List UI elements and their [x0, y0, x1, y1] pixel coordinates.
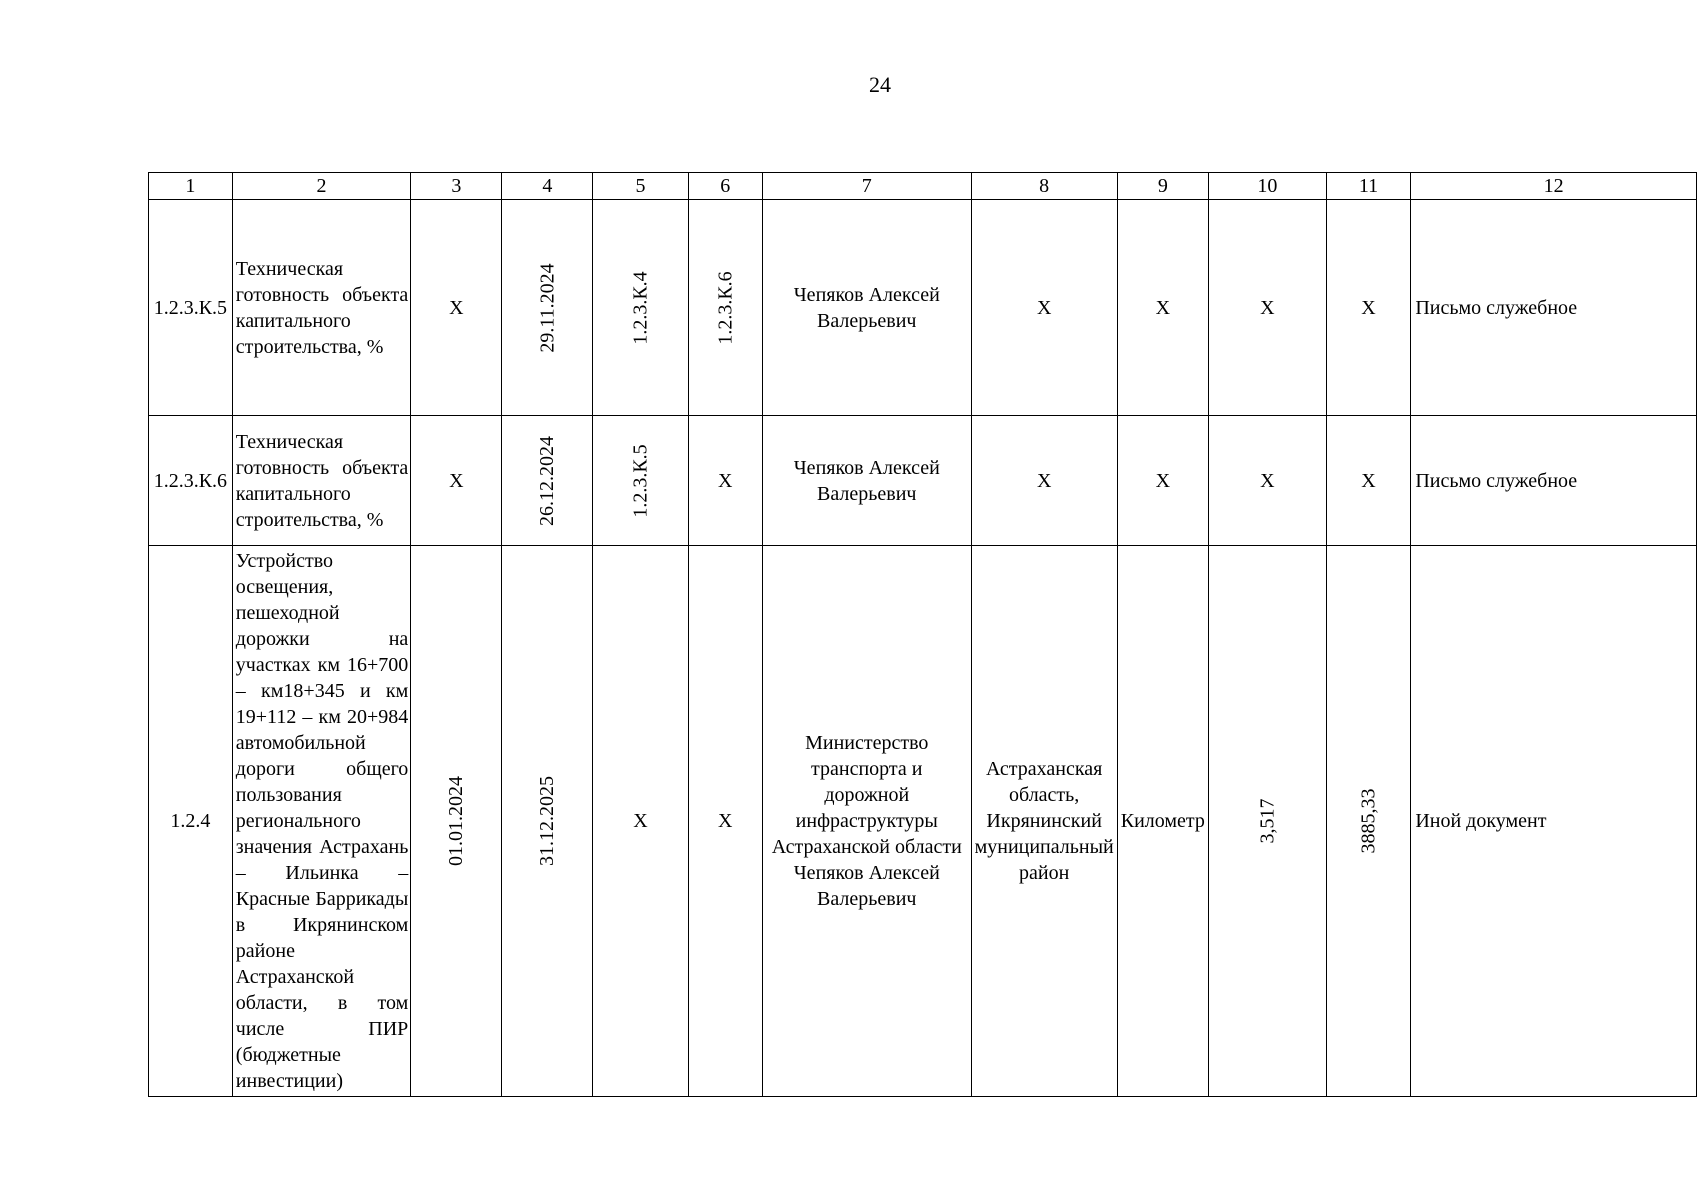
- row-col4: [502, 546, 593, 1097]
- row-number: 1.2.4: [149, 546, 233, 1097]
- row-name: Техническая готовность объекта капитального строительства, %: [232, 416, 411, 546]
- row-col6: [688, 200, 762, 416]
- row-col5: X: [593, 546, 688, 1097]
- row-col11: X: [1326, 416, 1411, 546]
- row-col12: Письмо служебное: [1411, 200, 1697, 416]
- row-col5: [593, 416, 688, 546]
- row-col11: X: [1326, 200, 1411, 416]
- header-cell: 11: [1326, 173, 1411, 200]
- row-col7: Министерство транспорта и дорожной инфраструктуры Астраханской области Чепяков Алексей Валерьевич: [762, 546, 971, 1097]
- row-col8: X: [971, 416, 1117, 546]
- row-col5: [593, 200, 688, 416]
- row-col3: [411, 546, 502, 1097]
- row-col6: X: [688, 416, 762, 546]
- row-col7: Чепяков Алексей Валерьевич: [762, 200, 971, 416]
- row-col10: X: [1208, 416, 1326, 546]
- header-cell: 10: [1208, 173, 1326, 200]
- row-col4: [502, 416, 593, 546]
- row-col6-text: 1.2.3.К.6: [714, 270, 737, 345]
- row-col9: X: [1117, 416, 1208, 546]
- table-row: [149, 200, 1697, 416]
- row-col3-text: 01.01.2024: [445, 776, 468, 866]
- row-col11: [1326, 546, 1411, 1097]
- row-name: Устройство освещения, пешеходной дорожки на участках км 16+700 – км18+345 и км 19+112 – км 20+984 автомобильной дороги общего пользования регионального значения Астрахань – Ильинка – Красные Баррикады в Икрянинском районе Астраханской области, в том числе ПИР (бюджетные инвестиции): [232, 546, 411, 1097]
- header-cell: 12: [1411, 173, 1697, 200]
- row-col6: X: [688, 546, 762, 1097]
- header-row: [149, 173, 1697, 200]
- row-col4: [502, 200, 593, 416]
- row-col10: [1208, 546, 1326, 1097]
- row-col4-text: 29.11.2024: [536, 262, 559, 353]
- header-cell: 6: [688, 173, 762, 200]
- row-col3: X: [411, 200, 502, 416]
- row-col11-text: 3885,33: [1357, 788, 1380, 854]
- row-col8: Астраханская область, Икрянинский муниципальный район: [971, 546, 1117, 1097]
- header-cell: 9: [1117, 173, 1208, 200]
- row-col3: X: [411, 416, 502, 546]
- header-cell: 5: [593, 173, 688, 200]
- row-col10: X: [1208, 200, 1326, 416]
- header-cell: 8: [971, 173, 1117, 200]
- row-col4-text: 26.12.2024: [536, 435, 559, 526]
- header-cell: 2: [232, 173, 411, 200]
- row-col10-text: 3,517: [1256, 798, 1279, 844]
- row-col9: X: [1117, 200, 1208, 416]
- row-col12: Иной документ: [1411, 546, 1697, 1097]
- row-number: 1.2.3.К.5: [149, 200, 233, 416]
- table-row: [149, 416, 1697, 546]
- page-number: 24: [869, 72, 891, 97]
- document-table: [148, 172, 1697, 1097]
- row-col7: Чепяков Алексей Валерьевич: [762, 416, 971, 546]
- header-cell: 3: [411, 173, 502, 200]
- table-row: [149, 546, 1697, 1097]
- header-cell: 1: [149, 173, 233, 200]
- row-col5-text: 1.2.3.К.5: [629, 443, 652, 518]
- row-col4-text: 31.12.2025: [536, 776, 559, 866]
- row-col9: Километр: [1117, 546, 1208, 1097]
- row-col12: Письмо служебное: [1411, 416, 1697, 546]
- row-col8: X: [971, 200, 1117, 416]
- header-cell: 7: [762, 173, 971, 200]
- row-number: 1.2.3.К.6: [149, 416, 233, 546]
- row-col5-text: 1.2.3.К.4: [629, 270, 652, 345]
- header-cell: 4: [502, 173, 593, 200]
- row-name: Техническая готовность объекта капитального строительства, %: [232, 200, 411, 416]
